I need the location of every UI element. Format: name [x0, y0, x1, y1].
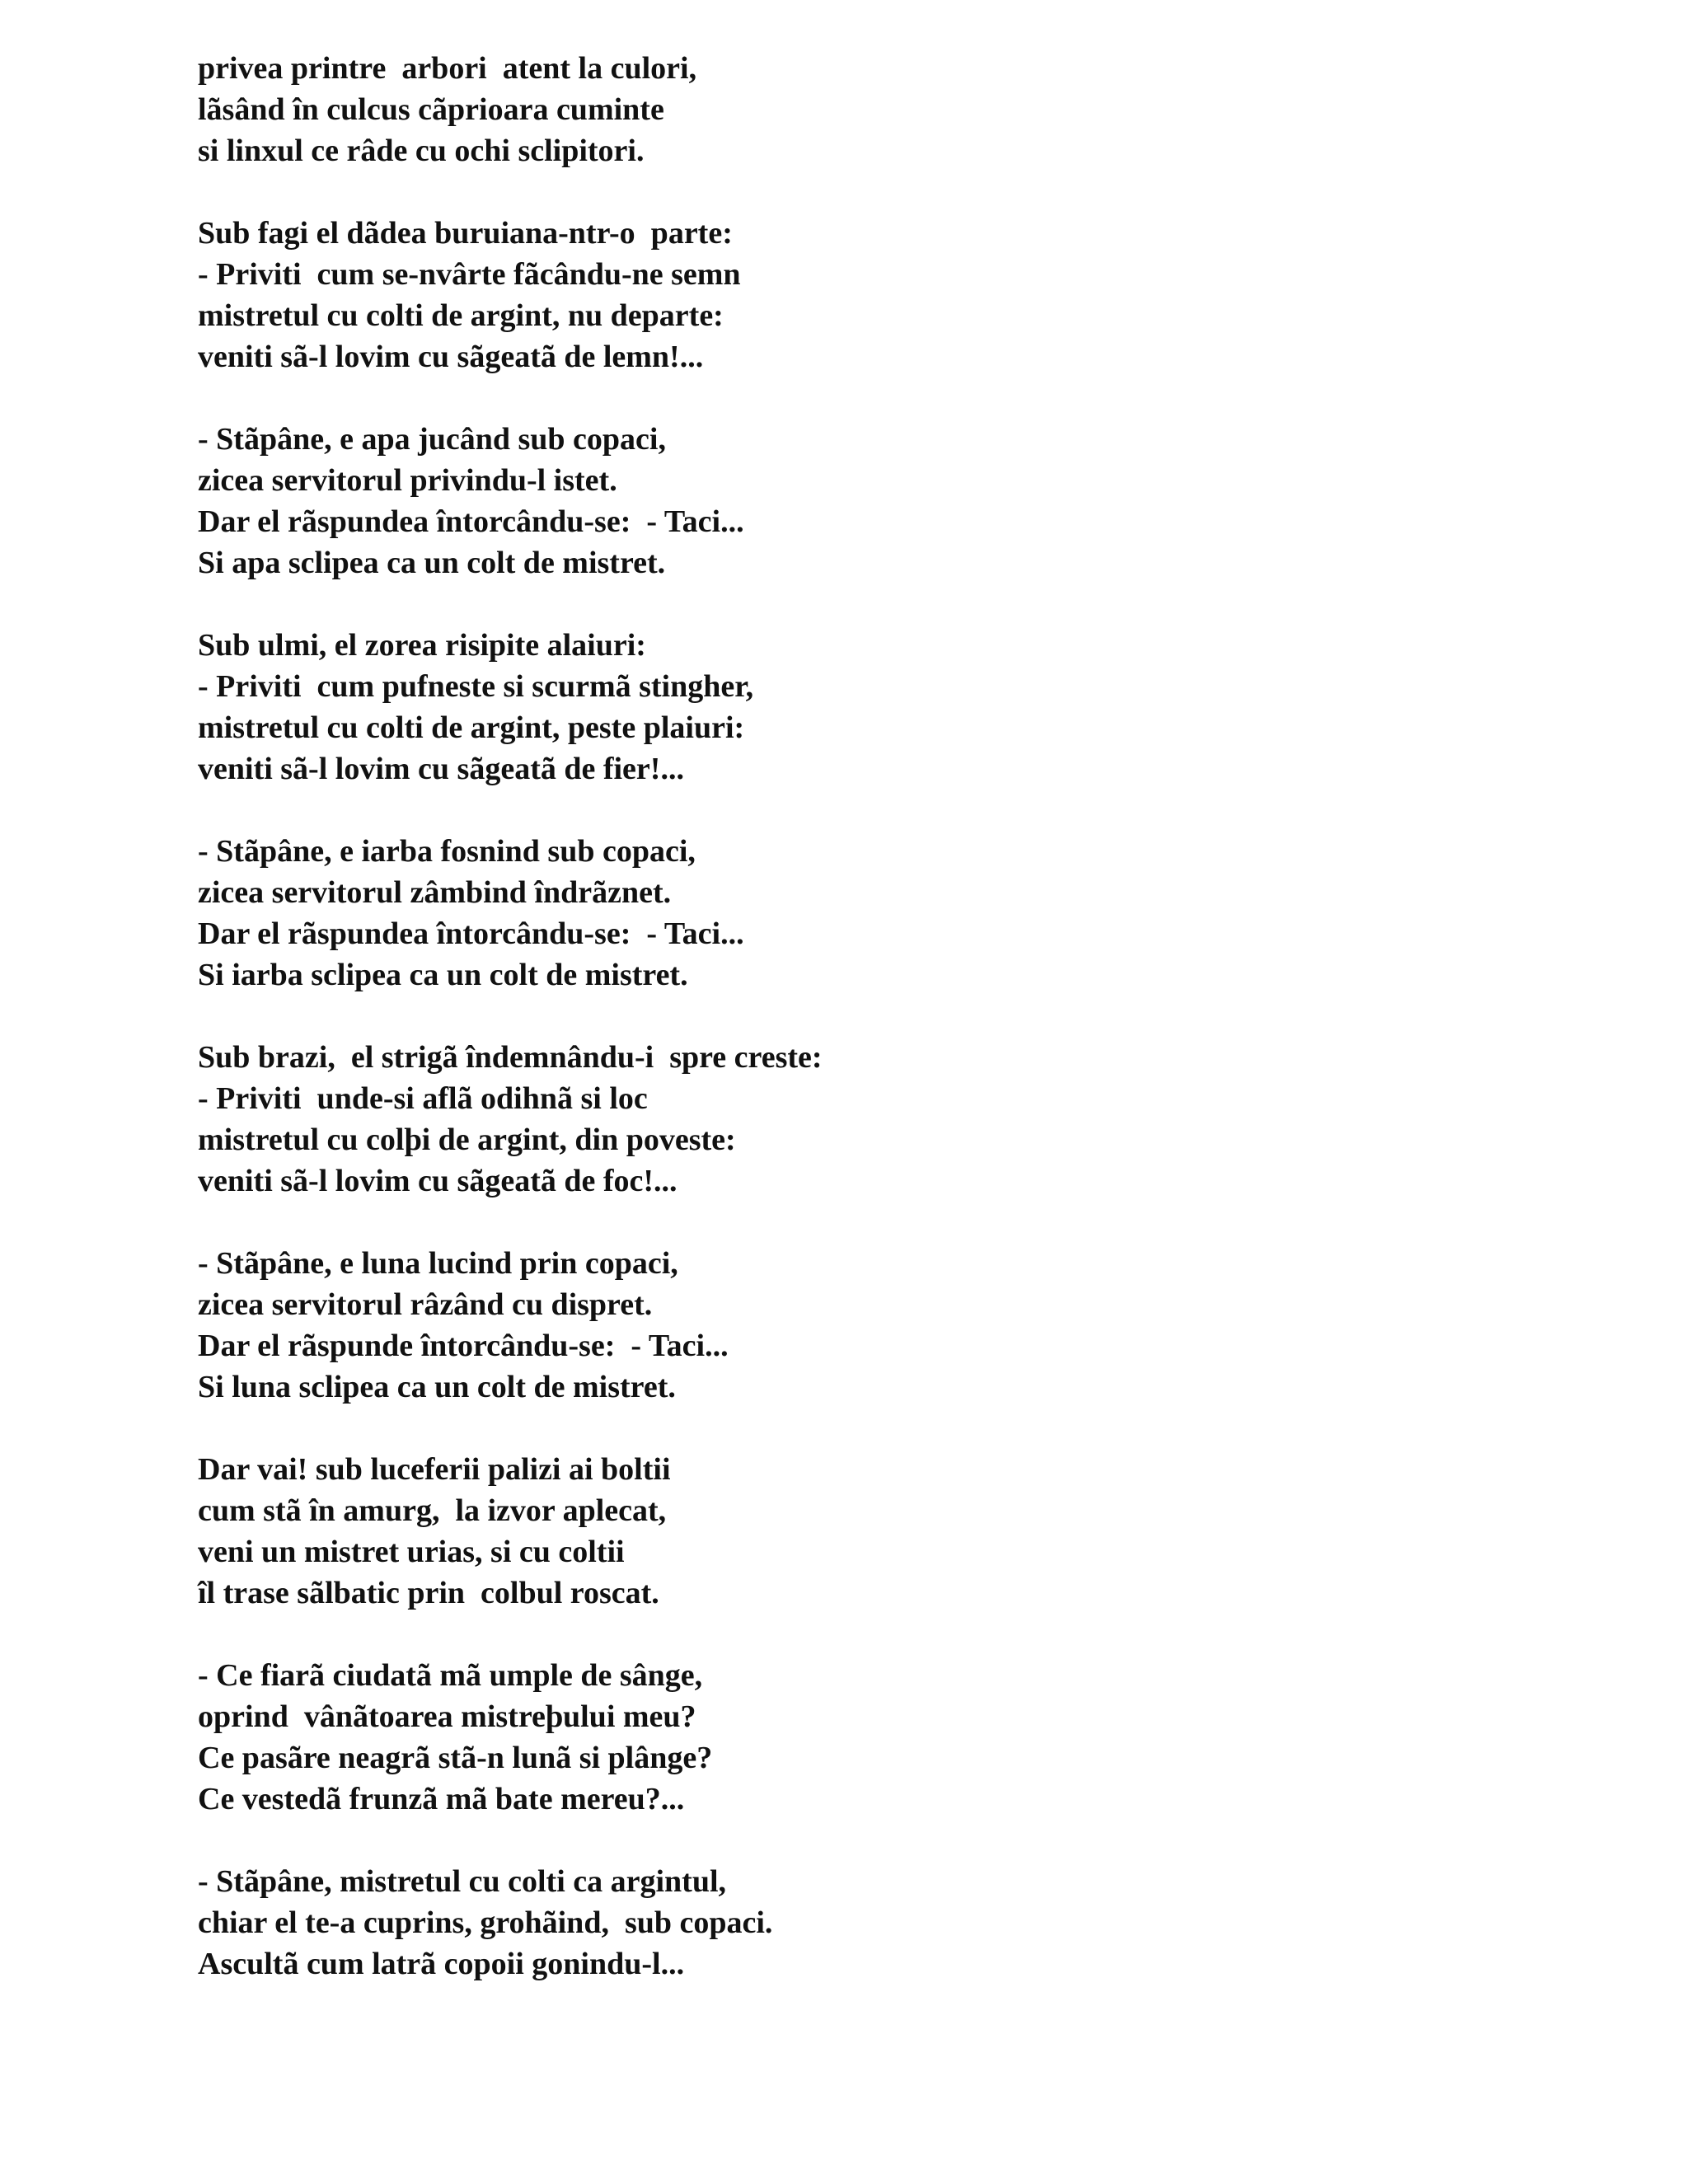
- stanza-5: [198, 831, 1599, 996]
- poem-line: mistretul cu colti de argint, peste plaiuri:: [198, 710, 745, 745]
- poem-line: Si luna sclipea ca un colt de mistret.: [198, 1370, 676, 1404]
- stanza-7: [198, 1243, 1599, 1408]
- stanza-4: [198, 625, 1599, 790]
- poem-line: veniti sã-l lovim cu sãgeatã de fier!...: [198, 752, 684, 786]
- poem-line: veni un mistret urias, si cu coltii: [198, 1535, 625, 1569]
- poem-line: Si apa sclipea ca un colt de mistret.: [198, 546, 666, 580]
- poem-line: si linxul ce râde cu ochi sclipitori.: [198, 134, 645, 168]
- poem-line: Sub ulmi, el zorea risipite alaiuri:: [198, 628, 646, 663]
- poem-line: - Priviti unde-si aflã odihnã si loc: [198, 1081, 648, 1116]
- poem-line: Ascultã cum latrã copoii gonindu-l...: [198, 1947, 685, 1981]
- poem-line: lãsând în culcus cãprioara cuminte: [198, 92, 664, 127]
- poem-line: chiar el te-a cuprins, grohãind, sub copaci.: [198, 1905, 773, 1940]
- poem-line: Ce vestedã frunzã mã bate mereu?...: [198, 1782, 685, 1816]
- poem-line: - Priviti cum pufneste si scurmã stingher,: [198, 669, 754, 704]
- poem-line: privea printre arbori atent la culori,: [198, 51, 697, 86]
- poem-line: Sub brazi, el strigã îndemnându-i spre creste:: [198, 1040, 823, 1075]
- stanza-9: [198, 1655, 1599, 1820]
- poem-line: - Stãpâne, e apa jucând sub copaci,: [198, 422, 666, 457]
- poem-line: zicea servitorul râzând cu dispret.: [198, 1287, 653, 1322]
- poem-line: Sub fagi el dãdea buruiana-ntr-o parte:: [198, 216, 733, 251]
- stanza-2: [198, 213, 1599, 377]
- poem-line: Ce pasãre neagrã stã-n lunã si plânge?: [198, 1741, 713, 1775]
- poem-line: cum stã în amurg, la izvor aplecat,: [198, 1493, 667, 1528]
- poem-line: Dar el rãspunde întorcându-se: - Taci...: [198, 1329, 729, 1363]
- poem-line: - Ce fiarã ciudatã mã umple de sânge,: [198, 1658, 703, 1693]
- poem-line: Dar el rãspundea întorcându-se: - Taci...: [198, 504, 744, 539]
- poem-line: Dar el rãspundea întorcându-se: - Taci...: [198, 916, 744, 951]
- stanza-8: [198, 1449, 1599, 1614]
- poem-line: veniti sã-l lovim cu sãgeatã de foc!...: [198, 1164, 678, 1198]
- stanza-6: [198, 1037, 1599, 1202]
- poem-line: zicea servitorul zâmbind îndrãznet.: [198, 875, 672, 910]
- poem-line: îl trase sãlbatic prin colbul roscat.: [198, 1576, 659, 1610]
- stanza-3: [198, 419, 1599, 583]
- poem-line: - Stãpâne, e iarba fosnind sub copaci,: [198, 834, 696, 869]
- poem-line: mistretul cu colþi de argint, din poveste:: [198, 1122, 736, 1157]
- poem-line: oprind vânãtoarea mistreþului meu?: [198, 1699, 696, 1734]
- poem-line: - Priviti cum se-nvârte fãcându-ne semn: [198, 257, 741, 292]
- poem-line: Dar vai! sub luceferii palizi ai boltii: [198, 1452, 671, 1487]
- poem-line: Si iarba sclipea ca un colt de mistret.: [198, 958, 688, 992]
- stanza-1: [198, 48, 1599, 171]
- poem-line: - Stãpâne, e luna lucind prin copaci,: [198, 1246, 678, 1281]
- stanza-10: [198, 1861, 1599, 1985]
- poem-line: mistretul cu colti de argint, nu departe:: [198, 298, 724, 333]
- poem-line: - Stãpâne, mistretul cu colti ca argintul,: [198, 1864, 727, 1899]
- poem-text: [198, 48, 1599, 1985]
- poem-line: zicea servitorul privindu-l istet.: [198, 463, 617, 498]
- poem-line: veniti sã-l lovim cu sãgeatã de lemn!...: [198, 340, 704, 374]
